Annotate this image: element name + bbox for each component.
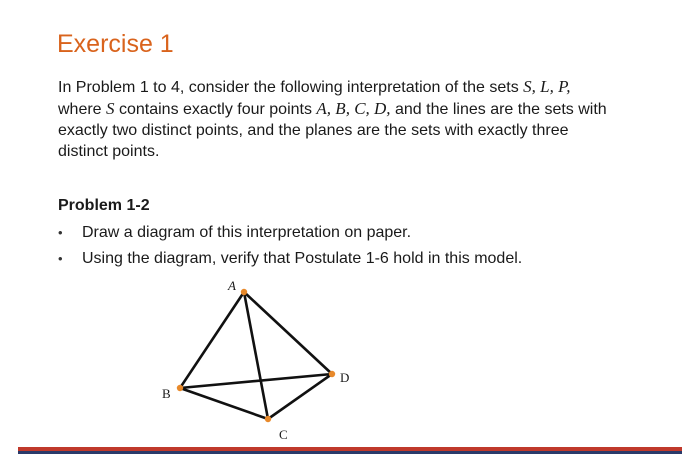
slide-title: Exercise 1	[57, 30, 174, 58]
footer-underline	[18, 451, 682, 454]
label-d: D	[340, 370, 350, 385]
list-item-text: Draw a diagram of this interpretation on paper.	[82, 224, 412, 241]
edge-bd	[180, 374, 332, 388]
point-a	[241, 289, 247, 295]
intro-text: contains exactly four points	[114, 101, 317, 118]
list-item-text: Using the diagram, verify that Postulate 1-6 hold in this model.	[82, 250, 523, 267]
label-b: B	[162, 386, 171, 401]
set-s-symbol: S	[106, 99, 115, 118]
label-a: A	[228, 278, 236, 293]
points-symbols: A, B, C, D,	[316, 99, 391, 118]
point-b	[177, 385, 183, 391]
edge-bc	[180, 388, 268, 419]
point-c	[265, 416, 271, 422]
intro-text: and the lines are the sets with	[390, 101, 607, 118]
point-d	[329, 371, 335, 377]
edge-ab	[180, 292, 244, 388]
intro-text: In Problem 1 to 4, consider the following interpretation of the sets	[58, 79, 524, 96]
problem-heading: Problem 1-2	[58, 197, 150, 214]
intro-text: where	[58, 101, 107, 118]
intro-line-3: exactly two distinct points, and the planes are the sets with exactly three	[58, 122, 569, 139]
intro-line-4: distinct points.	[58, 143, 160, 160]
diagram-edges	[180, 292, 332, 419]
sets-symbols: S, L, P,	[523, 77, 571, 96]
label-c: C	[279, 427, 288, 442]
bullet-icon: •	[58, 225, 63, 240]
bullet-icon: •	[58, 251, 63, 266]
edge-cd	[268, 374, 332, 419]
